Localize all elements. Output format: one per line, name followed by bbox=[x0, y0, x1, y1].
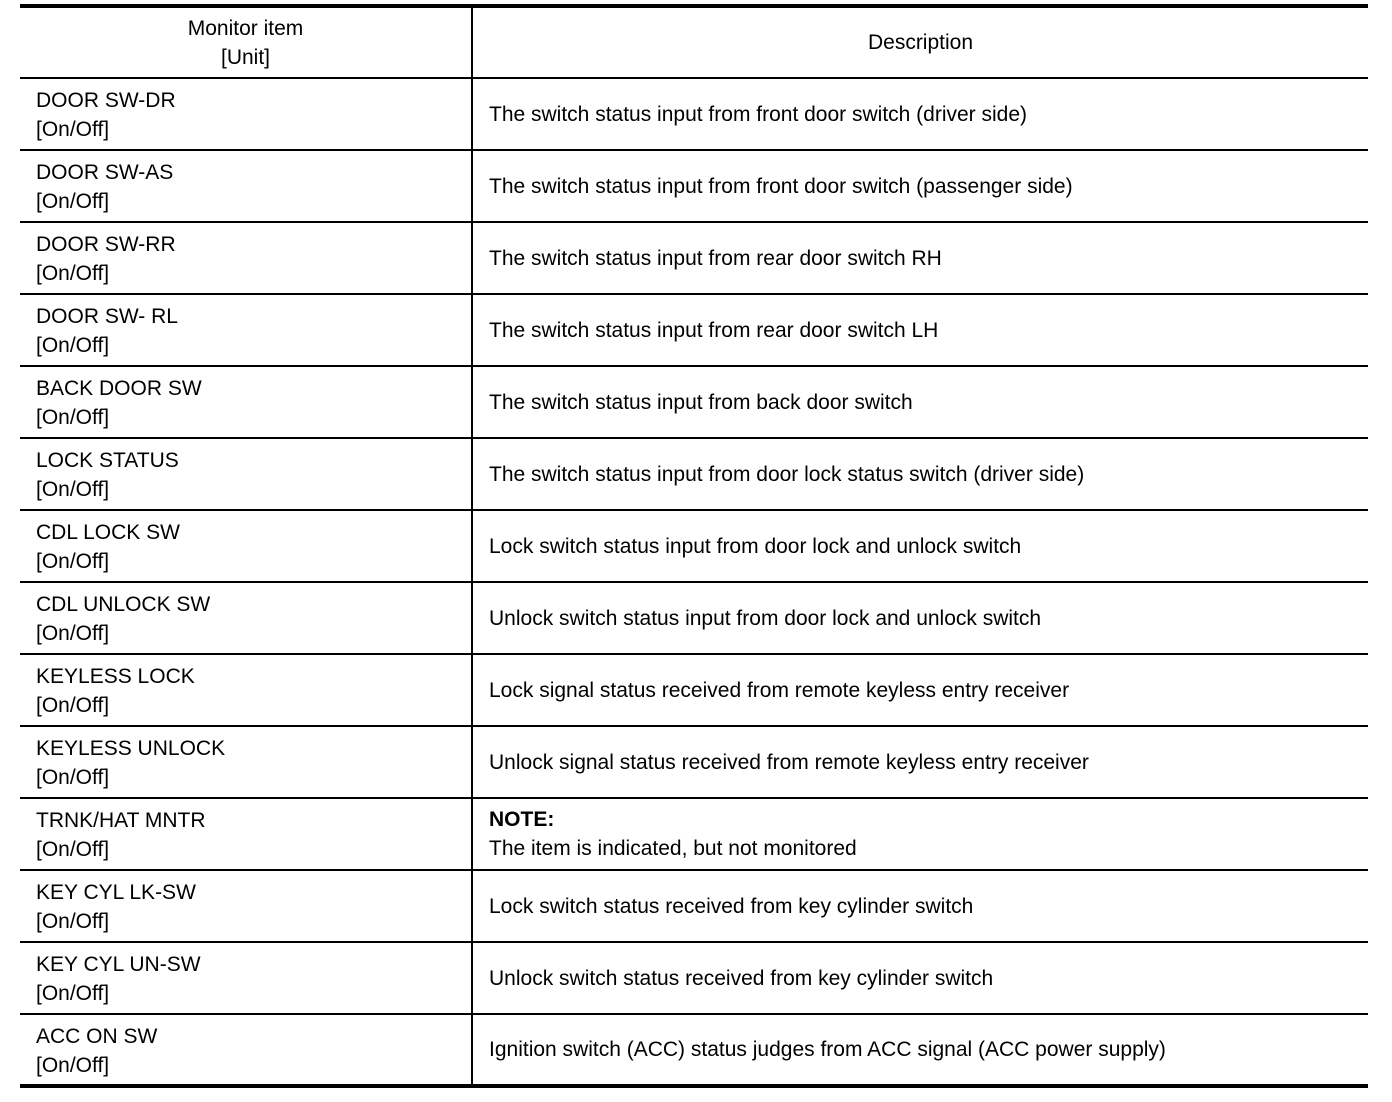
monitor-item-unit: [On/Off] bbox=[36, 766, 110, 789]
monitor-item-name: CDL UNLOCK SW bbox=[36, 593, 211, 616]
description-cell: Unlock signal status received from remote keyless entry receiver bbox=[472, 726, 1368, 798]
table-row bbox=[20, 942, 1368, 1014]
table-row bbox=[20, 78, 1368, 150]
monitor-item-unit: [On/Off] bbox=[36, 694, 110, 717]
table-row bbox=[20, 870, 1368, 942]
monitor-item-unit: [On/Off] bbox=[36, 982, 110, 1005]
monitor-item-cell bbox=[20, 510, 472, 582]
description-cell: Unlock switch status received from key cylinder switch bbox=[472, 942, 1368, 1014]
monitor-item-name: KEYLESS LOCK bbox=[36, 665, 195, 688]
table-row bbox=[20, 654, 1368, 726]
monitor-item-name: DOOR SW- RL bbox=[36, 305, 178, 328]
monitor-item-header bbox=[20, 6, 472, 78]
description-cell: Lock switch status input from door lock and unlock switch bbox=[472, 510, 1368, 582]
monitor-item-unit: [On/Off] bbox=[36, 622, 110, 645]
note-text: The item is indicated, but not monitored bbox=[489, 837, 857, 860]
monitor-item-name: CDL LOCK SW bbox=[36, 521, 180, 544]
monitor-item-unit: [On/Off] bbox=[36, 406, 110, 429]
description-cell: The switch status input from back door switch bbox=[472, 366, 1368, 438]
note-label: NOTE: bbox=[489, 808, 555, 831]
table-row bbox=[20, 222, 1368, 294]
description-cell: Lock switch status received from key cylinder switch bbox=[472, 870, 1368, 942]
monitor-item-unit: [On/Off] bbox=[36, 1053, 110, 1077]
monitor-item-unit: [On/Off] bbox=[36, 838, 110, 861]
monitor-item-header-title: Monitor item bbox=[187, 16, 304, 40]
description-cell: The switch status input from rear door switch LH bbox=[472, 294, 1368, 366]
description-cell: The switch status input from rear door switch RH bbox=[472, 222, 1368, 294]
monitor-item-unit: [On/Off] bbox=[36, 118, 110, 141]
description-cell: Unlock switch status input from door lock and unlock switch bbox=[472, 582, 1368, 654]
description-cell: The switch status input from door lock status switch (driver side) bbox=[472, 438, 1368, 510]
table-row bbox=[20, 582, 1368, 654]
monitor-item-name: LOCK STATUS bbox=[36, 449, 179, 472]
monitor-item-cell bbox=[20, 582, 472, 654]
table-row bbox=[20, 150, 1368, 222]
table-row bbox=[20, 798, 1368, 870]
monitor-item-header-unit: [Unit] bbox=[220, 45, 270, 69]
monitor-item-unit: [On/Off] bbox=[36, 190, 110, 213]
monitor-item-name: DOOR SW-DR bbox=[36, 89, 176, 112]
table-row bbox=[20, 294, 1368, 366]
description-cell: The switch status input from front door switch (driver side) bbox=[472, 78, 1368, 150]
table-row bbox=[20, 726, 1368, 798]
monitor-item-name: KEY CYL LK-SW bbox=[36, 881, 196, 904]
monitor-item-cell bbox=[20, 654, 472, 726]
monitor-item-cell bbox=[20, 798, 472, 870]
table-row bbox=[20, 510, 1368, 582]
description-cell bbox=[472, 798, 1368, 870]
monitor-item-unit: [On/Off] bbox=[36, 910, 110, 933]
description-cell: Ignition switch (ACC) status judges from ACC signal (ACC power supply) bbox=[472, 1014, 1368, 1086]
table-header-row bbox=[20, 6, 1368, 78]
monitor-item-unit: [On/Off] bbox=[36, 262, 110, 285]
monitor-item-cell bbox=[20, 366, 472, 438]
monitor-item-cell bbox=[20, 726, 472, 798]
monitor-item-cell bbox=[20, 150, 472, 222]
monitor-item-cell bbox=[20, 1014, 472, 1086]
monitor-item-unit: [On/Off] bbox=[36, 478, 110, 501]
document-page bbox=[20, 4, 1368, 1088]
monitor-item-cell bbox=[20, 438, 472, 510]
monitor-item-name: BACK DOOR SW bbox=[36, 377, 202, 400]
monitor-item-name: DOOR SW-RR bbox=[36, 233, 176, 256]
monitor-item-unit: [On/Off] bbox=[36, 334, 110, 357]
monitor-item-cell bbox=[20, 78, 472, 150]
table-row bbox=[20, 438, 1368, 510]
table-row bbox=[20, 1014, 1368, 1086]
description-cell: The switch status input from front door switch (passenger side) bbox=[472, 150, 1368, 222]
description-cell: Lock signal status received from remote keyless entry receiver bbox=[472, 654, 1368, 726]
table-row bbox=[20, 366, 1368, 438]
monitor-item-cell bbox=[20, 870, 472, 942]
monitor-item-name: DOOR SW-AS bbox=[36, 161, 174, 184]
monitor-item-name: ACC ON SW bbox=[36, 1024, 158, 1048]
monitor-item-cell bbox=[20, 942, 472, 1014]
monitor-item-name: KEY CYL UN-SW bbox=[36, 953, 201, 976]
monitor-item-unit: [On/Off] bbox=[36, 550, 110, 573]
description-header: Description bbox=[472, 6, 1368, 78]
monitor-item-table bbox=[20, 4, 1368, 1088]
monitor-item-name: TRNK/HAT MNTR bbox=[36, 809, 206, 832]
monitor-item-name: KEYLESS UNLOCK bbox=[36, 737, 226, 760]
monitor-item-cell bbox=[20, 222, 472, 294]
monitor-item-cell bbox=[20, 294, 472, 366]
